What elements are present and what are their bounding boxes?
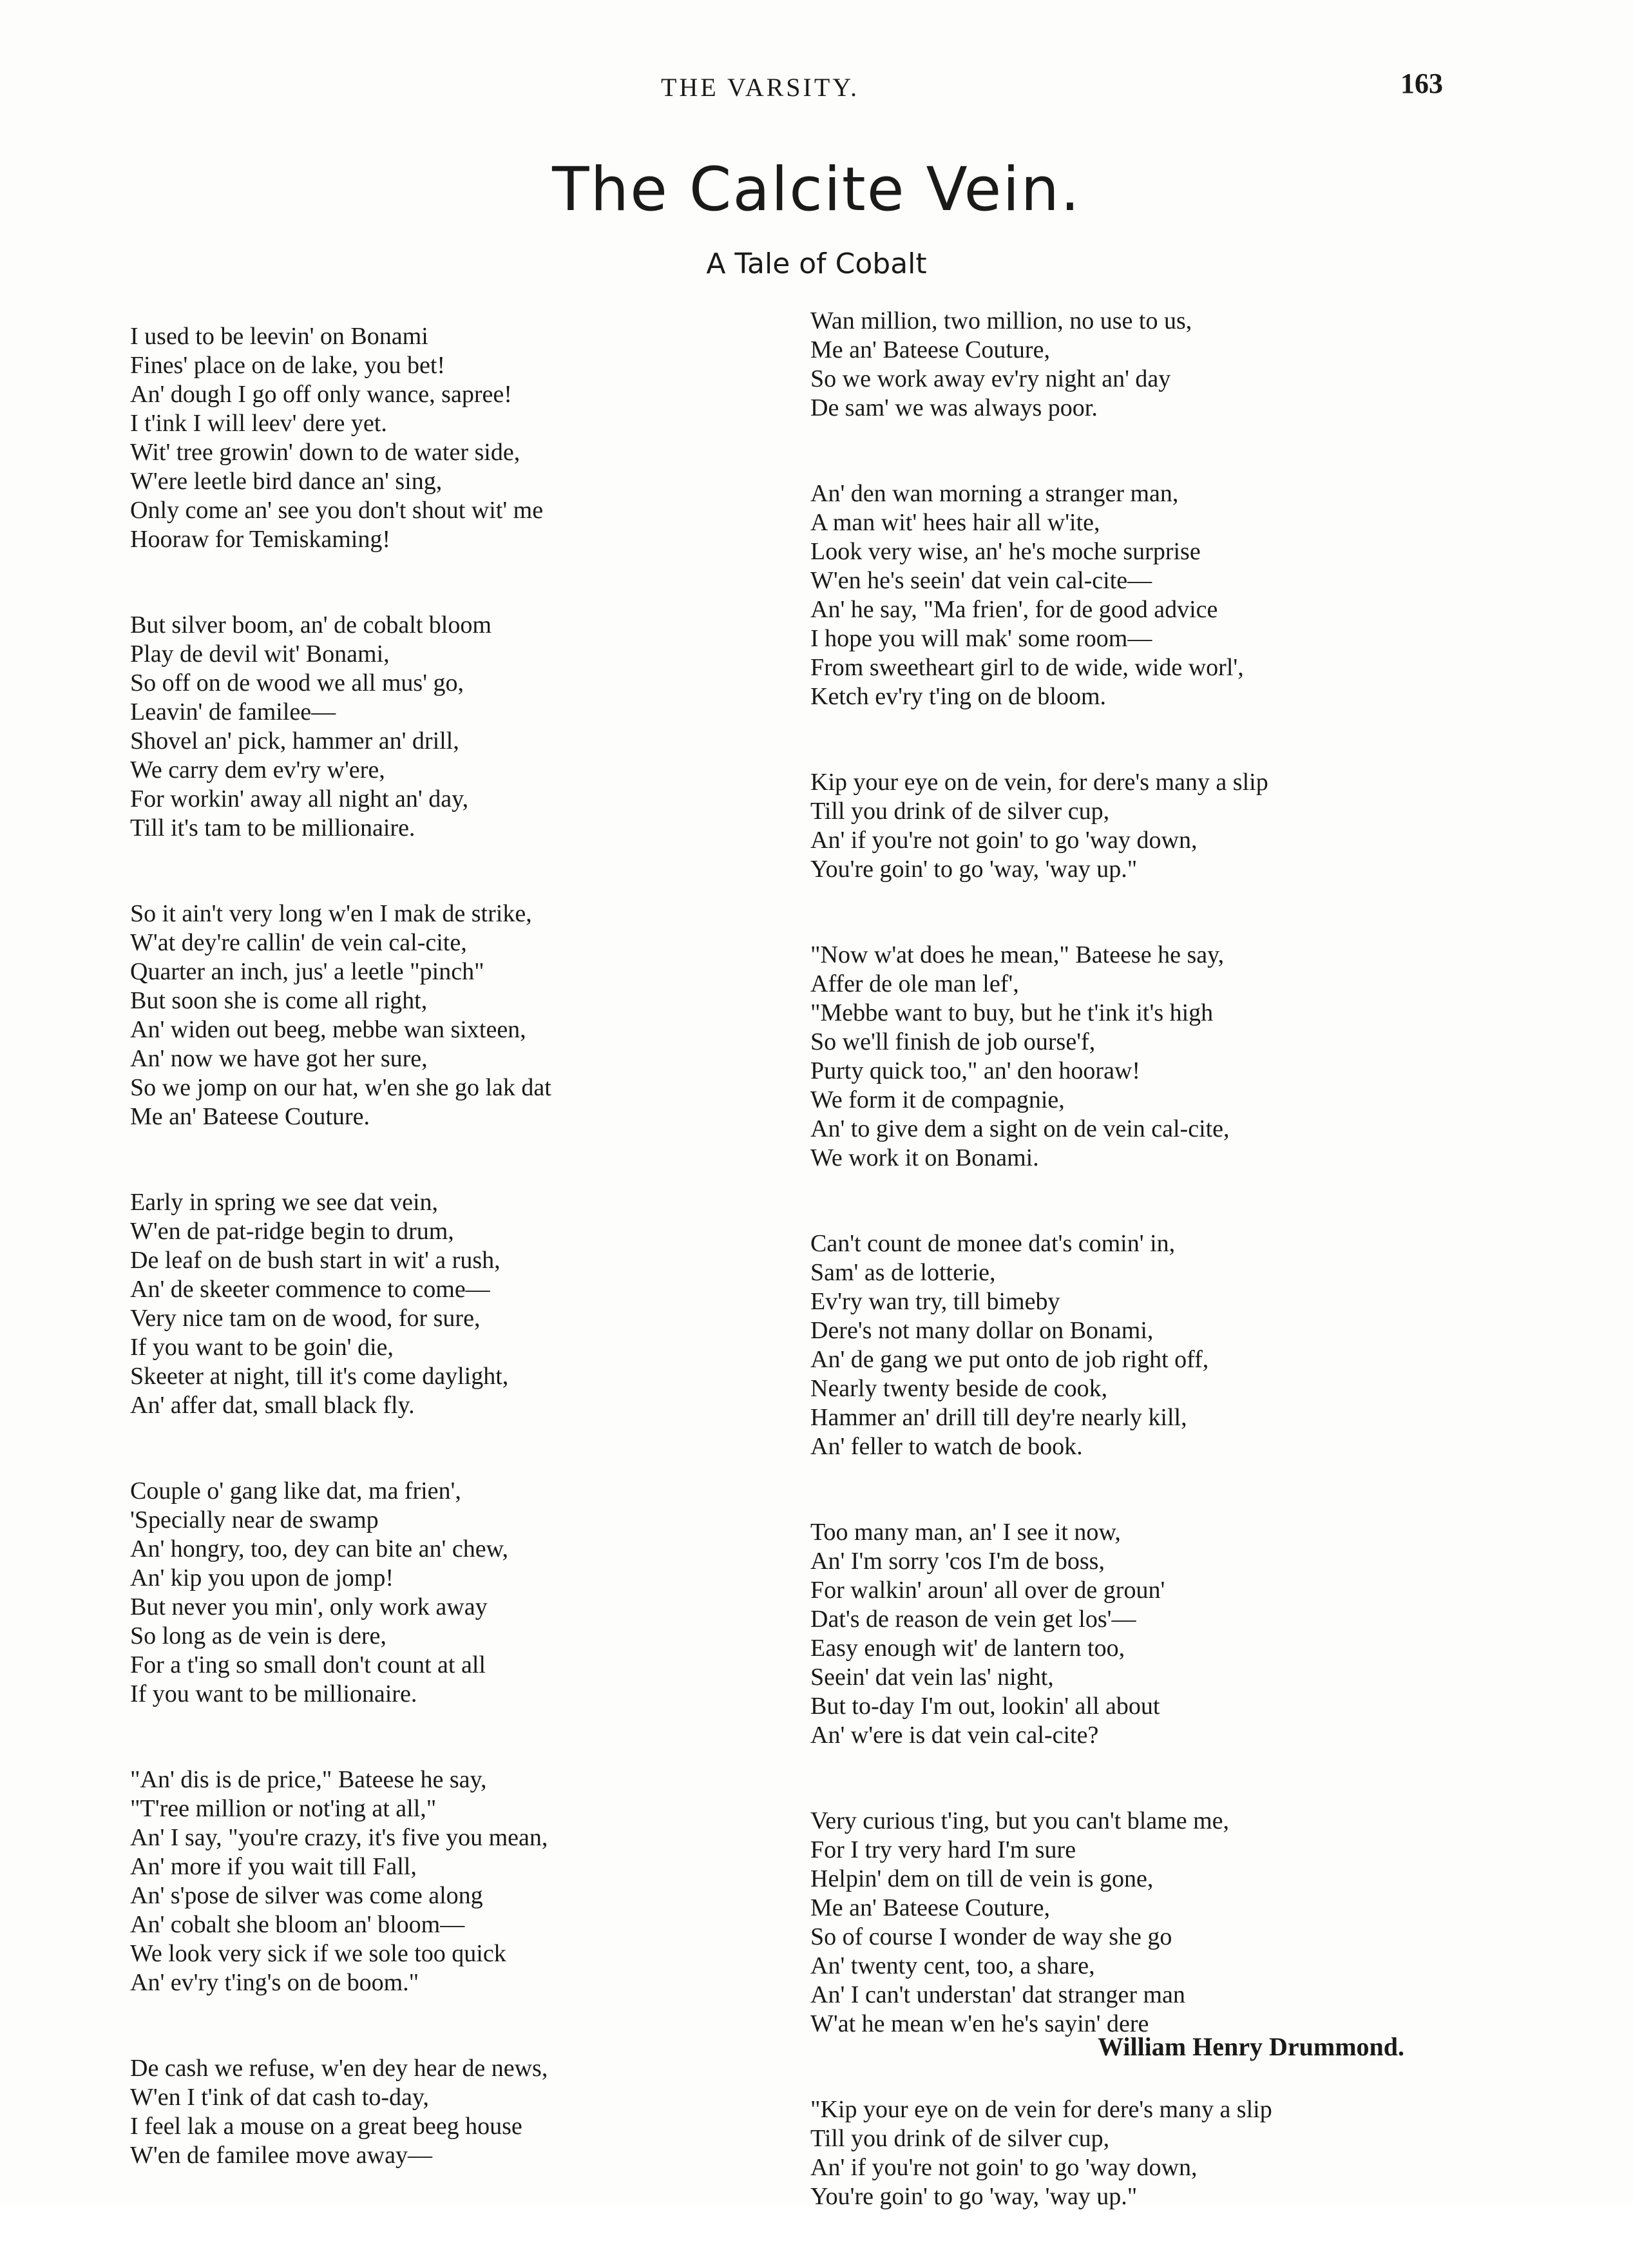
poem-line: An' I say, "you're crazy, it's five you mean, (130, 1824, 548, 1851)
poem-line: Me an' Bateese Couture, (810, 336, 1050, 363)
poem-line: But to-day I'm out, lookin' all about (810, 1693, 1160, 1720)
poem-line: De sam' we was always poor. (810, 394, 1098, 421)
poem-line: Ketch ev'ry t'ing on de bloom. (810, 683, 1107, 710)
poem-line: "Kip your eye on de vein for dere's many a slip (810, 2096, 1272, 2123)
poem-line: For I try very hard I'm sure (810, 1836, 1076, 1863)
page-number: 163 (1400, 68, 1443, 99)
stanza (810, 479, 1442, 711)
poem-line: Wan million, two million, no use to us, (810, 307, 1192, 334)
poem-line: Purty quick too," an' den hooraw! (810, 1057, 1141, 1084)
poem-line: But silver boom, an' de cobalt bloom (130, 611, 492, 639)
poem-line: An' I'm sorry 'cos I'm de boss, (810, 1548, 1105, 1575)
poem-line: From sweetheart girl to de wide, wide worl', (810, 654, 1244, 681)
poem-line: An' he say, "Ma frien', for de good advice (810, 596, 1218, 623)
poem-line: Hammer an' drill till dey're nearly kill, (810, 1404, 1187, 1431)
poem-line: "Mebbe want to buy, but he t'ink it's high (810, 999, 1214, 1026)
poem-line: 'Specially near de swamp (130, 1506, 379, 1533)
poem-line: So we jomp on our hat, w'en she go lak dat (130, 1074, 551, 1101)
poem-line: Me an' Bateese Couture, (810, 1894, 1050, 1921)
poem-line: Look very wise, an' he's moche surprise (810, 538, 1201, 565)
poem-line: An' widen out beeg, mebbe wan sixteen, (130, 1016, 526, 1043)
poem-line: De cash we refuse, w'en dey hear de news, (130, 2055, 548, 2082)
poem-line: You're goin' to go 'way, 'way up." (810, 2183, 1138, 2210)
stanza (810, 1229, 1442, 1461)
poem-line: Easy enough wit' de lantern too, (810, 1635, 1125, 1662)
poem-line: Play de devil wit' Bonami, (130, 640, 390, 668)
poem-line: I feel lak a mouse on a great beeg house (130, 2113, 522, 2140)
poem-line: An' dough I go off only wance, sapree! (130, 381, 512, 408)
poem-line: Early in spring we see dat vein, (130, 1189, 439, 1216)
poem-line: We form it de compagnie, (810, 1086, 1065, 1113)
poem-line: So off on de wood we all mus' go, (130, 669, 464, 697)
stanza (130, 322, 761, 554)
poem-line: For a t'ing so small don't count at all (130, 1651, 486, 1678)
stanza (810, 2095, 1442, 2211)
poem-line: Helpin' dem on till de vein is gone, (810, 1865, 1154, 1892)
poem-line: So we'll finish de job ourse'f, (810, 1028, 1096, 1055)
poem-line: "An' dis is de price," Bateese he say, (130, 1766, 487, 1793)
poem-line: An' I can't understan' dat stranger man (810, 1981, 1185, 2008)
stanza (130, 2054, 761, 2170)
poem-line: W'en he's seein' dat vein cal-cite— (810, 567, 1152, 594)
poem-line: Dat's de reason de vein get los'— (810, 1606, 1136, 1633)
poem-line: Leavin' de familee— (130, 698, 336, 726)
poem-line: An' s'pose de silver was come along (130, 1882, 483, 1909)
poem-line: We work it on Bonami. (810, 1144, 1039, 1171)
poem-line: Very nice tam on de wood, for sure, (130, 1305, 481, 1332)
poem-line: So of course I wonder de way she go (810, 1923, 1172, 1950)
poem-line: An' more if you wait till Fall, (130, 1853, 417, 1880)
poem-line: An' ev'ry t'ing's on de boom." (130, 1969, 419, 1996)
poem-line: For walkin' aroun' all over de groun' (810, 1577, 1165, 1604)
poem-line: A man wit' hees hair all w'ite, (810, 509, 1100, 536)
poem-line: Shovel an' pick, hammer an' drill, (130, 727, 459, 754)
poem-line: Can't count de monee dat's comin' in, (810, 1230, 1176, 1257)
poem-line: W'at he mean w'en he's sayin' dere (810, 2010, 1149, 2037)
poem-line: An' feller to watch de book. (810, 1433, 1083, 1460)
poem-line: An' to give dem a sight on de vein cal-cite, (810, 1115, 1230, 1142)
poem-line: Only come an' see you don't shout wit' me (130, 497, 544, 524)
poem-line: For workin' away all night an' day, (130, 785, 469, 812)
poem-line: Kip your eye on de vein, for dere's many a slip (810, 769, 1268, 796)
poem-line: Hooraw for Temiskaming! (130, 526, 390, 553)
poem-line: Very curious t'ing, but you can't blame me, (810, 1807, 1230, 1834)
poem-line: Skeeter at night, till it's come daylight, (130, 1363, 509, 1390)
poem-line: I used to be leevin' on Bonami (130, 323, 428, 350)
poem-line: An' de gang we put onto de job right off, (810, 1346, 1209, 1373)
poem-line: An' cobalt she bloom an' bloom— (130, 1911, 465, 1938)
poem-line: "T'ree million or not'ing at all," (130, 1795, 437, 1822)
poem-line: "Now w'at does he mean," Bateese he say, (810, 941, 1225, 968)
poem-line: Wit' tree growin' down to de water side, (130, 439, 520, 466)
poem-line: An' if you're not goin' to go 'way down, (810, 827, 1198, 854)
poem-line: An' de skeeter commence to come— (130, 1276, 490, 1303)
poem-line: Dere's not many dollar on Bonami, (810, 1317, 1154, 1344)
stanza (810, 768, 1442, 884)
poem-line: Couple o' gang like dat, ma frien', (130, 1477, 461, 1504)
author-signature: William Henry Drummond. (1098, 2032, 1404, 2061)
poem-line: An' hongry, too, dey can bite an' chew, (130, 1535, 509, 1562)
poem-line: Affer de ole man lef', (810, 970, 1019, 997)
poem-line: But never you min', only work away (130, 1593, 488, 1620)
poem-line: De leaf on de bush start in wit' a rush, (130, 1247, 501, 1274)
left-column (130, 322, 761, 2227)
stanza (130, 899, 761, 1131)
stanza (810, 1807, 1442, 2039)
poem-line: An' twenty cent, too, a share, (810, 1952, 1095, 1979)
poem-line: An' affer dat, small black fly. (130, 1392, 415, 1419)
poem-line: We look very sick if we sole too quick (130, 1940, 506, 1967)
poem-line: W'ere leetle bird dance an' sing, (130, 468, 443, 495)
running-head: THE VARSITY. (660, 73, 860, 102)
poem-line: An' w'ere is dat vein cal-cite? (810, 1722, 1099, 1749)
poem-line: Ev'ry wan try, till bimeby (810, 1288, 1060, 1315)
stanza (810, 1518, 1442, 1750)
stanza (810, 941, 1442, 1173)
right-column (810, 307, 1442, 2268)
poem-line: We carry dem ev'ry w'ere, (130, 756, 385, 783)
poem-line: Till you drink of de silver cup, (810, 2125, 1110, 2152)
stanza (130, 611, 761, 843)
poem-line: An' now we have got her sure, (130, 1045, 428, 1072)
poem-line: So it ain't very long w'en I mak de strike, (130, 900, 532, 927)
stanza (130, 1188, 761, 1420)
poem-line: Seein' dat vein las' night, (810, 1664, 1054, 1691)
poem-line: Nearly twenty beside de cook, (810, 1375, 1108, 1402)
poem-line: An' if you're not goin' to go 'way down, (810, 2154, 1198, 2181)
poem-line: An' kip you upon de jomp! (130, 1564, 394, 1591)
stanza (130, 1765, 761, 1997)
poem-line: You're goin' to go 'way, 'way up." (810, 856, 1138, 883)
poem-line: An' den wan morning a stranger man, (810, 480, 1179, 507)
poem-line: Too many man, an' I see it now, (810, 1519, 1121, 1546)
poem-line: Quarter an inch, jus' a leetle "pinch" (130, 958, 484, 985)
poem-line: Till it's tam to be millionaire. (130, 814, 415, 841)
stanza (810, 307, 1442, 423)
poem-line: W'en de familee move away— (130, 2142, 432, 2169)
stanza (130, 1477, 761, 1709)
poem-line: I hope you will mak' some room— (810, 625, 1152, 652)
poem-line: Till you drink of de silver cup, (810, 798, 1110, 825)
poem-line: I t'ink I will leev' dere yet. (130, 410, 387, 437)
poem-line: Fines' place on de lake, you bet! (130, 352, 446, 379)
poem-line: But soon she is come all right, (130, 987, 428, 1014)
poem-line: Me an' Bateese Couture. (130, 1103, 370, 1130)
poem-line: W'en I t'ink of dat cash to-day, (130, 2084, 429, 2111)
poem-line: W'at dey're callin' de vein cal-cite, (130, 929, 467, 956)
poem-line: So we work away ev'ry night an' day (810, 365, 1171, 392)
poem-subtitle: A Tale of Cobalt (706, 247, 927, 280)
poem-line: Sam' as de lotterie, (810, 1259, 996, 1286)
poem-line: If you want to be goin' die, (130, 1334, 394, 1361)
poem-title: The Calcite Vein. (552, 155, 1081, 225)
poem-line: If you want to be millionaire. (130, 1680, 417, 1707)
poem-line: So long as de vein is dere, (130, 1622, 387, 1649)
poem-line: W'en de pat-ridge begin to drum, (130, 1218, 454, 1245)
